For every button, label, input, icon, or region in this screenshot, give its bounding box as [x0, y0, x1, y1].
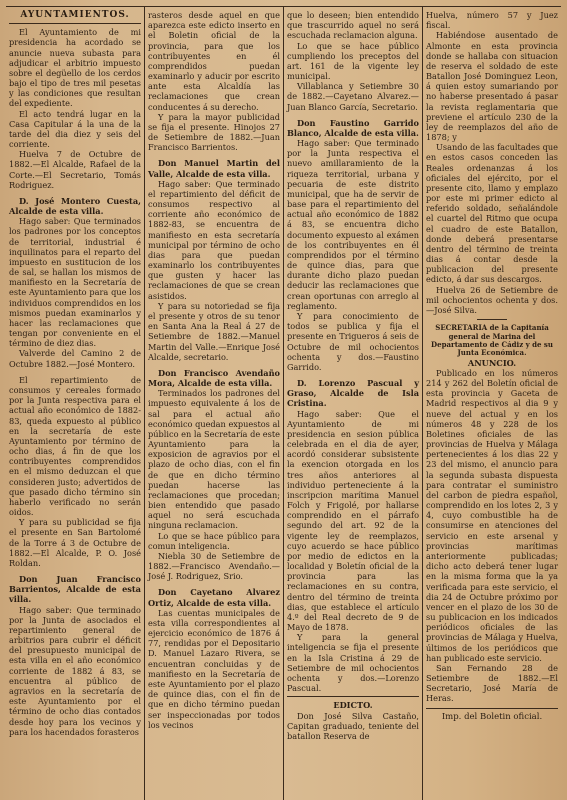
edict-heading: EDICTO. [333, 700, 373, 711]
paragraph: Hago saber: Que terminados los padrones por los conceptos de territorial, industrial é inquilinatos para el reparto del impuesto en sustitucion de los de sal, se hallan los mismos de manifiesto en la Secretaría de este Ayuntamiento para que los individuos comprendidos en los mismos puedan examinarlos y hacer las reclamaciones que tengan por conveniente en el término de diez dias. [9, 216, 141, 349]
paragraph: Terminados los padrones del impuesto equivalente á los de sal para el actual año económico quedan expuestos al público en la Secretaría de este Ayuntamiento para la exposicion de agravios por el plazo de ocho dias, con el fin de que en dicho término puedan hacerse las reclamaciones que procedan; bien entendido que pasado aquel no será escuchada ninguna reclamacion. [148, 388, 280, 531]
signature: Y para su publicidad se fija el presente en San Bartolomé de la Torre á 3 de Octubre de 1882.—El Alcalde, P. O. José Roldan. [9, 517, 141, 568]
signature: Y para conocimiento de todos se publica y fija el presente en Trigueros á seis de Octubre de mil ochocientos ochenta y dos.—Faustino Garrido. [287, 310, 419, 372]
divider [287, 696, 419, 697]
column-1 [6, 6, 144, 800]
signature: Huelva 26 de Setiembre de mil ochocientos ochenta y dos.—José Silva. [426, 284, 558, 315]
paragraph: Hago saber: Que terminado por la Junta respectiva el nuevo amillaramiento de la riqueza territorial, urbana y pecuaria de este distrito municipal, que ha de servir de base para el repartimiento del actual año económico de 1882 á 83, se encuentra dicho documento expuesto al exámen de los contribuyentes en él comprendidos por el término de quince dias, para que durante dicho plazo puedan deducir las reclamaciones que crean oportunas con arreglo al reglamento. [287, 138, 419, 311]
top-rule [6, 6, 561, 7]
printer-imprint: Imp. del Boletin oficial. [426, 708, 558, 723]
signature: Niebla 30 de Setiembre de 1882.—Francisco Avendaño.—José J. Rodriguez, Srio. [148, 550, 280, 582]
paragraph: Usando de las facultades que en estos casos conceden las Reales ordenanzas á los oficiales del ejército, por el presente cito, llamo y emplazo por este mi primer edicto al referido soldado, señalándole el cuartel del Ritmo que ocupa el cuadro de este Batallon, donde deberá presentarse dentro del término de treinta dias á contar desde la publicacion del presente edicto, á dar sus descargos. [426, 142, 558, 285]
notice-title: Don Cayetano Alvarez Ortiz, Alcalde de esta villa. [148, 587, 280, 608]
paragraph: Lo que se hace público cumpliendo los preceptos del art. 161 de la vigente ley municipal. [287, 40, 419, 82]
notice-title: Don Manuel Martin del Valle, Alcalde de esta villa. [148, 158, 280, 179]
paragraph: rasteros desde aquel en que aparezca este edicto inserto en el Boletin oficial de la provincia, para que los contribuyentes en él comprendidos puedan examinarlo y aducir por escrito ante esta Alcaldía las reclamaciones que crean conducentes á su derecho. [148, 10, 280, 112]
notice-title: Don Juan Francisco Barrientos, Alcalde de esta villa. [9, 574, 141, 605]
signature: Y para la general inteligencia se fija el presente en la Isla Cristina á 29 de Setiembre de mil ochocientos ochenta y dos.—Lorenzo Pascual. [287, 632, 419, 694]
paragraph: Don José Silva Castaño, Capitan graduado, teniente del batallon Reserva de [287, 710, 419, 741]
column-4 [423, 6, 561, 800]
paragraph: Las cuentas municipales de esta villa correspondientes al ejercicio económico de 1876 á 77, rendidas por el Depositario D. Manuel Lazaro Rivera, se encuentran concluidas y de manifiesto en la Secretaría de este Ayuntamiento por el plazo de quince dias, con el fin de que en dicho término puedan ser inspeccionadas por todos los vecinos [148, 607, 280, 730]
paragraph: Habiéndose ausentado de Almonte en esta provincia donde se hallaba con situacion de reserva el soldado de este Batallon José Dominguez Leon, á quien estoy sumariando por no haberse presentado á pasar la revista reglamentaria que previene el artículo 230 de la ley de reemplazos del año de 1878; y [426, 30, 558, 143]
paragraph: El Ayuntamiento de mi presidencia ha acordado se anuncie nueva subasta para adjudicar el arbitrio impuesto sobre el degüello de los cerdos bajo el tipo de tres mil pesetas y las condiciones que resultan del expediente. [9, 27, 141, 109]
signature: Huelva 7 de Octubre de 1882.—El Alcalde, Rafael de la Corte.—El Secretario, Tomás Rodriguez. [9, 149, 141, 190]
paragraph: El acto tendrá lugar en la Casa Capitular á la una de la tarde del dia diez y seis del corriente. [9, 108, 141, 150]
divider [477, 319, 507, 320]
notice-title: D. Lorenzo Pascual y Graso, Alcalde de Isla Cristina. [287, 378, 419, 409]
signature: Valverde del Camino 2 de Octubre 1882.—José Montero. [9, 348, 141, 369]
office-heading: SECRETARIA de la Capitanía general de Marina del Departamento de Cádiz y de su Junta Económica. [431, 323, 553, 358]
signature: Y para su notoriedad se fija el presente y otros de su tenor en Santa Ana la Real á 27 de Setiembre de 1882.—Manuel Martin del Valle.—Enrique José Alcalde, secretario. [148, 300, 280, 362]
paragraph: El repartimiento de consumos y cereales formado por la Junta respectiva para el actual año económico de 1882-83, queda expuesto al público en la secretaría de este Ayuntamiento por término de ocho dias, á fin de que los contribuyentes comprendidos en el mismo deduzcan el que consideren justo; advertidos de que pasado dicho término sin haberlo verificado no serán oidos. [9, 374, 141, 518]
paragraph: Lo que se hace público para comun inteligencia. [148, 530, 280, 551]
paragraph: Hago saber: Que terminado el repartimiento del déficit de consumos respectivo al corriente año económico de 1882-83, se encuentra de manifiesto en esta secretaría municipal por término de ocho dias para que puedan examinarlo los contribuyentes que gusten y hacer las reclamaciones de que se crean asistidos. [148, 178, 280, 301]
column-3 [284, 6, 422, 800]
paragraph: Publicado en los números 214 y 262 del Boletín oficial de esta provincia y Gaceta de Madrid respectivos al dia 9 y nueve del actual y en los números 48 y 228 de los Boletines oficiales de las provincias de Huelva y Málaga pertenecientes á los dias 22 y 23 del mismo, el anuncio para la segunda subasta dispuesta para contratar el suministro del carbon de piedra español, comprendido en los lotes 2, 3 y 4, cuyo combustible ha de consumirse en atenciones del servicio en este arsenal y provincias marítimas anteriormente publicadas; dicho acto deberá tener lugar en la misma forma que la ya verificada para este servicio, el dia 24 de Octubre próximo por vencer en el plazo de los 30 de su publicacion en los indicados periódicos oficiales de las provincias de Málaga y Huelva, últimos de los periódicos que han publicado este servicio. [426, 367, 558, 663]
columns [6, 6, 561, 800]
section-heading: AYUNTAMIENTOS. [9, 10, 141, 24]
paragraph: Hago saber: Que el Ayuntamiento de mi presidencia en sesion pública celebrada en el dia de ayer, acordó considerar subsistente la exencion otorgada en los tres años anteriores al individuo perteneciente á la inscripcion marítima Manuel Folch y Frigolé, por hallarse comprendido en el párrafo segundo del art. 92 de la vigente ley de reemplazos, cuyo acuerdo se hace público por medio de edictos en la localidad y Boletín oficial de la provincia para las reclamaciones en su contra, dentro del término de treinta dias, que establece el artículo 4.º del Real decreto de 9 de Mayo de 1878. [287, 408, 419, 633]
paragraph: Hago saber: Que terminado por la Junta de asociados el repartimiento general de arbitrios para cubrir el déficit del presupuesto municipal de esta villa en el año económico corriente de 1882 á 83, se encuentra al público de agravios en la secretaría de este Ayuntamiento por el término de ocho dias contados desde hoy para los vecinos y para los hacendados forasteros [9, 604, 141, 737]
notice-title: Don Francisco Avendaño Mora, Alcalde de esta villa. [148, 367, 280, 389]
notice-title: D. José Montero Cuesta, Alcalde de esta villa. [9, 195, 141, 217]
signature: San Fernando 28 de Setiembre de 1882.—El Secretario, José María de Heras. [426, 662, 558, 704]
announcement-heading: ANUNCIO. [467, 357, 517, 368]
signature: Villablanca y Setiembre 30 de 1882.—Cayetano Alvarez.—Juan Blanco García, Secretario. [287, 81, 419, 112]
signature: Y para la mayor publicidad se fija el presente. Hinojos 27 de Setiembre de 1882.—Juan Francisco Barrientos. [148, 111, 280, 153]
paragraph: Huelva, número 57 y Juez fiscal. [426, 10, 558, 31]
column-2 [145, 6, 283, 800]
notice-title: Don Faustino Garrido Blanco, Alcalde de esta villa. [287, 117, 419, 138]
paragraph: que lo deseen; bien entendido que trascurrido aquel no será escuchada reclamacion alguna. [287, 10, 419, 41]
